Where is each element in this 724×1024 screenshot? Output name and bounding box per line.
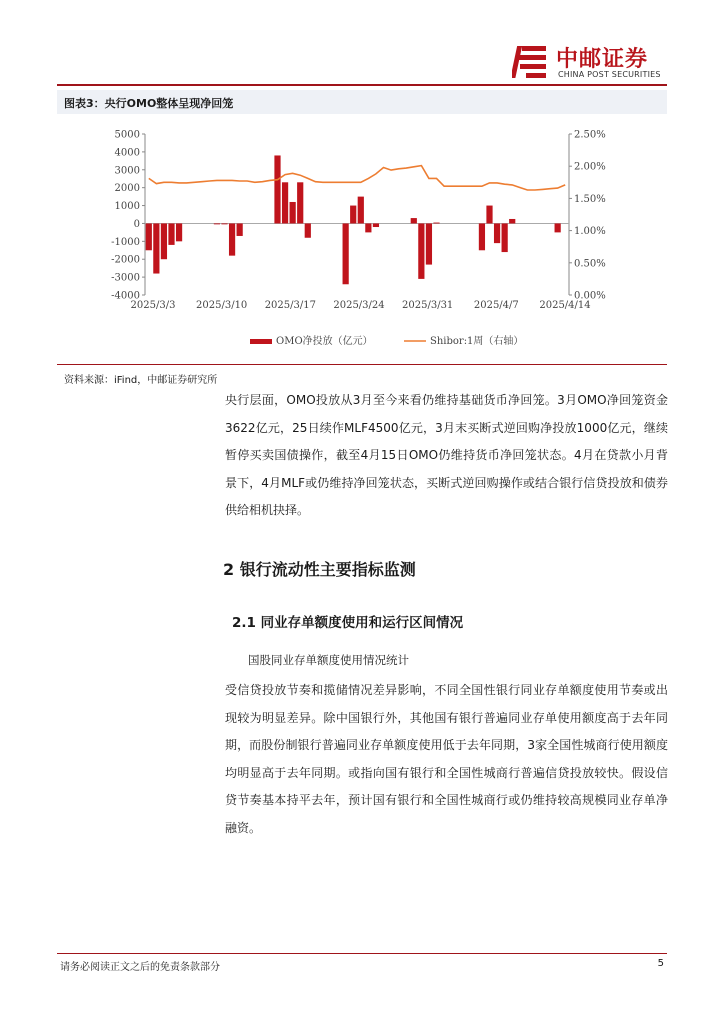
- omo-bar: [237, 223, 243, 236]
- legend-line-label: Shibor:1周（右轴）: [430, 336, 524, 347]
- legend-bar-label: OMO净投放（亿元）: [276, 336, 373, 347]
- company-logo: [512, 42, 672, 82]
- omo-bar: [509, 219, 515, 223]
- omo-bar: [343, 223, 349, 284]
- omo-bar: [274, 155, 280, 223]
- left-tick-label: 2000: [114, 183, 140, 195]
- omo-bar: [146, 223, 152, 250]
- left-tick-label: 0: [133, 218, 140, 230]
- left-tick-label: -1000: [111, 236, 140, 248]
- omo-bar: [290, 202, 296, 223]
- right-tick-label: 1.50%: [574, 193, 606, 205]
- omo-bar: [161, 223, 167, 259]
- x-tick-label: 2025/4/14: [539, 300, 591, 311]
- left-tick-label: 5000: [114, 129, 140, 141]
- omo-bar: [494, 223, 500, 243]
- omo-bar: [229, 223, 235, 255]
- right-tick-label: 2.00%: [574, 161, 606, 173]
- ncd-paragraph: 受信贷投放节奏和揽储情况差异影响，不同全国性银行同业存单额度使用节奏或出现较为明显差异。除中国银行外，其他国有银行普遍同业存单使用额度高于去年同期，而股份制银行普遍同业存单额度使用低于去年同期，3家全国性城商行使用额度均明显高于去年同期。或指向国有银行和全国性城商行普遍信贷投放较快。假设信贷节奏基本持平去年，预计国有银行和全国性城商行或仍维持较高规模同业存单净融资。: [225, 683, 668, 835]
- shibor-line: [149, 166, 565, 190]
- omo-bar: [373, 223, 379, 227]
- figure-title: 图表3：央行OMO整体呈现净回笼: [64, 97, 234, 110]
- right-tick-label: 2.50%: [574, 129, 606, 141]
- x-tick-label: 2025/3/3: [130, 300, 176, 311]
- central-bank-paragraph: 央行层面，OMO投放从3月至今来看仍维持基础货币净回笼。3月OMO净回笼资金3622亿元，25日续作MLF4500亿元，3月末买断式逆回购净投放1000亿元，继续暂停买卖国债操作，截至4月15日OMO仍维持货币净回笼状态。4月在贷款小月背景下，4月MLF或仍维持净回笼状态，买断式逆回购操作或结合银行信贷投放和债券供给相机抉择。: [225, 393, 668, 517]
- omo-bar: [479, 223, 485, 250]
- omo-bar: [418, 223, 424, 278]
- omo-shibor-chart: [57, 120, 667, 365]
- omo-bar: [358, 197, 364, 224]
- legend-bar-swatch: [250, 339, 272, 344]
- right-tick-label: 1.00%: [574, 226, 606, 238]
- subsection-heading: 2.1 同业存单额度使用和运行区间情况: [232, 615, 464, 631]
- china-post-logo-icon: [512, 42, 552, 82]
- sub-subsection-heading: 国股同业存单额度使用情况统计: [248, 653, 409, 667]
- source-rule: [57, 364, 667, 365]
- x-tick-label: 2025/3/10: [196, 300, 248, 311]
- x-tick-label: 2025/3/17: [264, 300, 316, 311]
- left-tick-label: 3000: [114, 165, 140, 177]
- right-tick-label: 0.00%: [574, 290, 606, 302]
- section-heading: 2 银行流动性主要指标监测: [223, 560, 416, 579]
- left-tick-label: -4000: [111, 290, 140, 302]
- omo-bar: [426, 223, 432, 264]
- left-tick-label: 1000: [114, 201, 140, 213]
- omo-bar: [305, 223, 311, 237]
- omo-bar: [433, 223, 439, 224]
- x-tick-label: 2025/3/31: [402, 300, 454, 311]
- omo-bar: [350, 206, 356, 224]
- header-rule: [57, 84, 667, 86]
- left-tick-label: 4000: [114, 147, 140, 159]
- page-number: 5: [657, 958, 664, 969]
- footer-disclaimer: 请务必阅读正文之后的免责条款部分: [60, 962, 220, 973]
- logo-text-en: CHINA POST SECURITIES: [558, 70, 661, 79]
- omo-bar: [502, 223, 508, 252]
- omo-bar: [486, 206, 492, 224]
- right-tick-label: 0.50%: [574, 258, 606, 270]
- x-tick-label: 2025/3/24: [333, 300, 385, 311]
- omo-bar: [555, 223, 561, 232]
- footer-rule: [57, 953, 667, 954]
- left-tick-label: -2000: [111, 254, 140, 266]
- omo-bar: [168, 223, 174, 244]
- x-tick-label: 2025/4/7: [473, 300, 519, 311]
- omo-bar: [411, 218, 417, 223]
- omo-bar: [365, 223, 371, 232]
- figure-source: 资料来源：iFind，中邮证券研究所: [64, 375, 218, 386]
- omo-bar: [214, 223, 220, 224]
- left-tick-label: -3000: [111, 272, 140, 284]
- omo-bar: [221, 223, 227, 224]
- omo-bar: [153, 223, 159, 273]
- logo-text-cn: 中邮证券: [556, 47, 649, 72]
- omo-bar: [176, 223, 182, 241]
- omo-bar: [282, 182, 288, 223]
- omo-bar: [297, 182, 303, 223]
